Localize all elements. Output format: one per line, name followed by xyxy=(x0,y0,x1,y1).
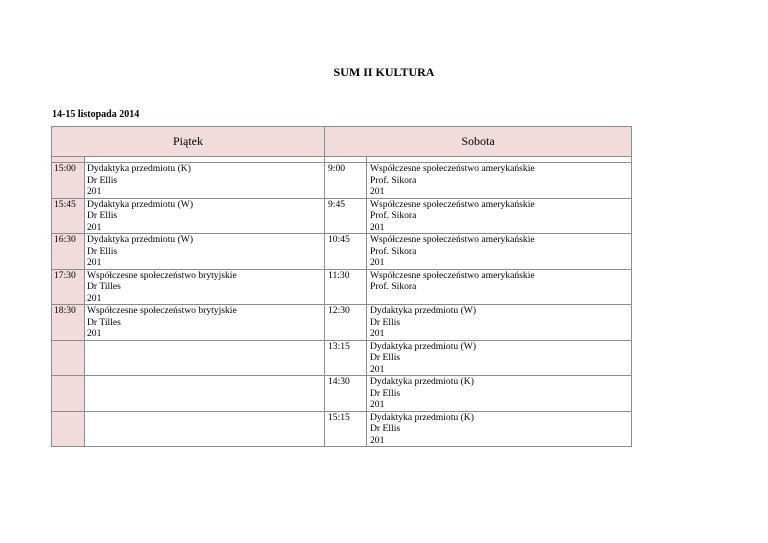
friday-time-cell xyxy=(52,198,85,234)
saturday-time-cell xyxy=(325,411,367,447)
friday-entry-cell xyxy=(85,376,325,412)
friday-lecturer: Dr Tilles xyxy=(87,316,121,328)
saturday-lecturer: Dr Ellis xyxy=(370,352,401,363)
saturday-time: 10:45 xyxy=(328,234,350,245)
schedule-row xyxy=(52,163,632,199)
friday-room: 201 xyxy=(87,328,102,339)
saturday-lecturer: Dr Ellis xyxy=(370,316,401,328)
friday-room: 201 xyxy=(87,257,102,268)
saturday-entry-cell xyxy=(367,411,632,447)
friday-course: Dydaktyka przedmiotu (W) xyxy=(87,234,194,245)
friday-time-cell xyxy=(52,269,85,305)
schedule-row xyxy=(52,340,632,376)
saturday-entry-cell xyxy=(367,163,632,199)
saturday-entry-cell xyxy=(367,234,632,270)
saturday-room: 201 xyxy=(370,328,385,339)
friday-course: Współczesne społeczeństwo brytyjskie xyxy=(87,305,237,316)
schedule-body xyxy=(52,163,632,447)
friday-course: Dydaktyka przedmiotu (K) xyxy=(87,163,191,174)
saturday-time: 13:15 xyxy=(328,340,350,352)
saturday-time-cell xyxy=(325,340,367,376)
schedule-date: 14-15 listopada 2014 xyxy=(52,109,140,120)
saturday-entry-cell xyxy=(367,198,632,234)
friday-course: Współczesne społeczeństwo brytyjskie xyxy=(87,269,237,281)
saturday-entry-cell xyxy=(367,340,632,376)
saturday-course: Dydaktyka przedmiotu (W) xyxy=(370,305,477,316)
friday-course: Dydaktyka przedmiotu (W) xyxy=(87,198,194,210)
friday-lecturer: Dr Ellis xyxy=(87,174,118,186)
saturday-course: Współczesne społeczeństwo amerykańskie xyxy=(370,269,535,281)
schedule-row xyxy=(52,305,632,341)
saturday-entry-cell xyxy=(367,376,632,412)
saturday-room: 201 xyxy=(370,186,385,197)
saturday-room: 201 xyxy=(370,221,385,233)
saturday-course: Dydaktyka przedmiotu (K) xyxy=(370,411,474,423)
saturday-room: 201 xyxy=(370,434,385,446)
saturday-room: 201 xyxy=(370,257,385,268)
friday-time-cell xyxy=(52,163,85,199)
saturday-lecturer: Prof. Sikora xyxy=(370,281,417,292)
saturday-time-cell xyxy=(325,269,367,305)
saturday-time-cell xyxy=(325,198,367,234)
friday-time: 17:30 xyxy=(54,269,76,281)
friday-lecturer: Dr Tilles xyxy=(87,281,121,292)
schedule-row xyxy=(52,234,632,270)
header-row xyxy=(52,127,632,157)
saturday-course: Dydaktyka przedmiotu (W) xyxy=(370,340,477,352)
friday-entry-cell xyxy=(85,340,325,376)
header-saturday: Sobota xyxy=(325,127,632,157)
saturday-time: 9:45 xyxy=(328,198,346,210)
friday-time-cell xyxy=(52,234,85,270)
friday-lecturer: Dr Ellis xyxy=(87,245,118,257)
friday-entry-cell xyxy=(85,305,325,341)
saturday-lecturer: Prof. Sikora xyxy=(370,245,417,257)
saturday-lecturer: Dr Ellis xyxy=(370,387,401,399)
friday-time-cell xyxy=(52,411,85,447)
saturday-course: Dydaktyka przedmiotu (K) xyxy=(370,376,474,387)
friday-entry-cell xyxy=(85,411,325,447)
saturday-room: 201 xyxy=(370,399,385,410)
saturday-lecturer: Prof. Sikora xyxy=(370,174,417,186)
saturday-time: 15:15 xyxy=(328,411,350,423)
friday-time: 16:30 xyxy=(54,234,76,245)
friday-time-cell xyxy=(52,340,85,376)
friday-entry-cell xyxy=(85,269,325,305)
friday-time: 18:30 xyxy=(54,305,76,316)
friday-time: 15:00 xyxy=(54,163,76,174)
header-friday: Piątek xyxy=(52,127,325,157)
saturday-course: Współczesne społeczeństwo amerykańskie xyxy=(370,198,535,210)
saturday-entry-cell xyxy=(367,305,632,341)
saturday-lecturer: Dr Ellis xyxy=(370,423,401,434)
saturday-time: 12:30 xyxy=(328,305,350,316)
saturday-time-cell xyxy=(325,234,367,270)
saturday-time-cell xyxy=(325,305,367,341)
friday-entry-cell xyxy=(85,163,325,199)
schedule-row xyxy=(52,269,632,305)
saturday-room: 201 xyxy=(370,363,385,375)
friday-room: 201 xyxy=(87,186,102,197)
schedule-row xyxy=(52,198,632,234)
saturday-time: 9:00 xyxy=(328,163,346,174)
saturday-lecturer: Prof. Sikora xyxy=(370,210,417,221)
schedule-row xyxy=(52,376,632,412)
saturday-course: Współczesne społeczeństwo amerykańskie xyxy=(370,234,535,245)
friday-entry-cell xyxy=(85,198,325,234)
saturday-time-cell xyxy=(325,376,367,412)
friday-time-cell xyxy=(52,376,85,412)
friday-lecturer: Dr Ellis xyxy=(87,210,118,221)
friday-time-cell xyxy=(52,305,85,341)
friday-room: 201 xyxy=(87,221,102,233)
page-title: SUM II KULTURA xyxy=(333,65,435,79)
saturday-course: Współczesne społeczeństwo amerykańskie xyxy=(370,163,535,174)
saturday-time: 11:30 xyxy=(328,269,350,281)
saturday-time: 14:30 xyxy=(328,376,350,387)
friday-time: 15:45 xyxy=(54,198,76,210)
saturday-time-cell xyxy=(325,163,367,199)
friday-room: 201 xyxy=(87,292,102,304)
schedule-row xyxy=(52,411,632,447)
schedule-table xyxy=(51,126,632,447)
friday-entry-cell xyxy=(85,234,325,270)
saturday-entry-cell xyxy=(367,269,632,305)
